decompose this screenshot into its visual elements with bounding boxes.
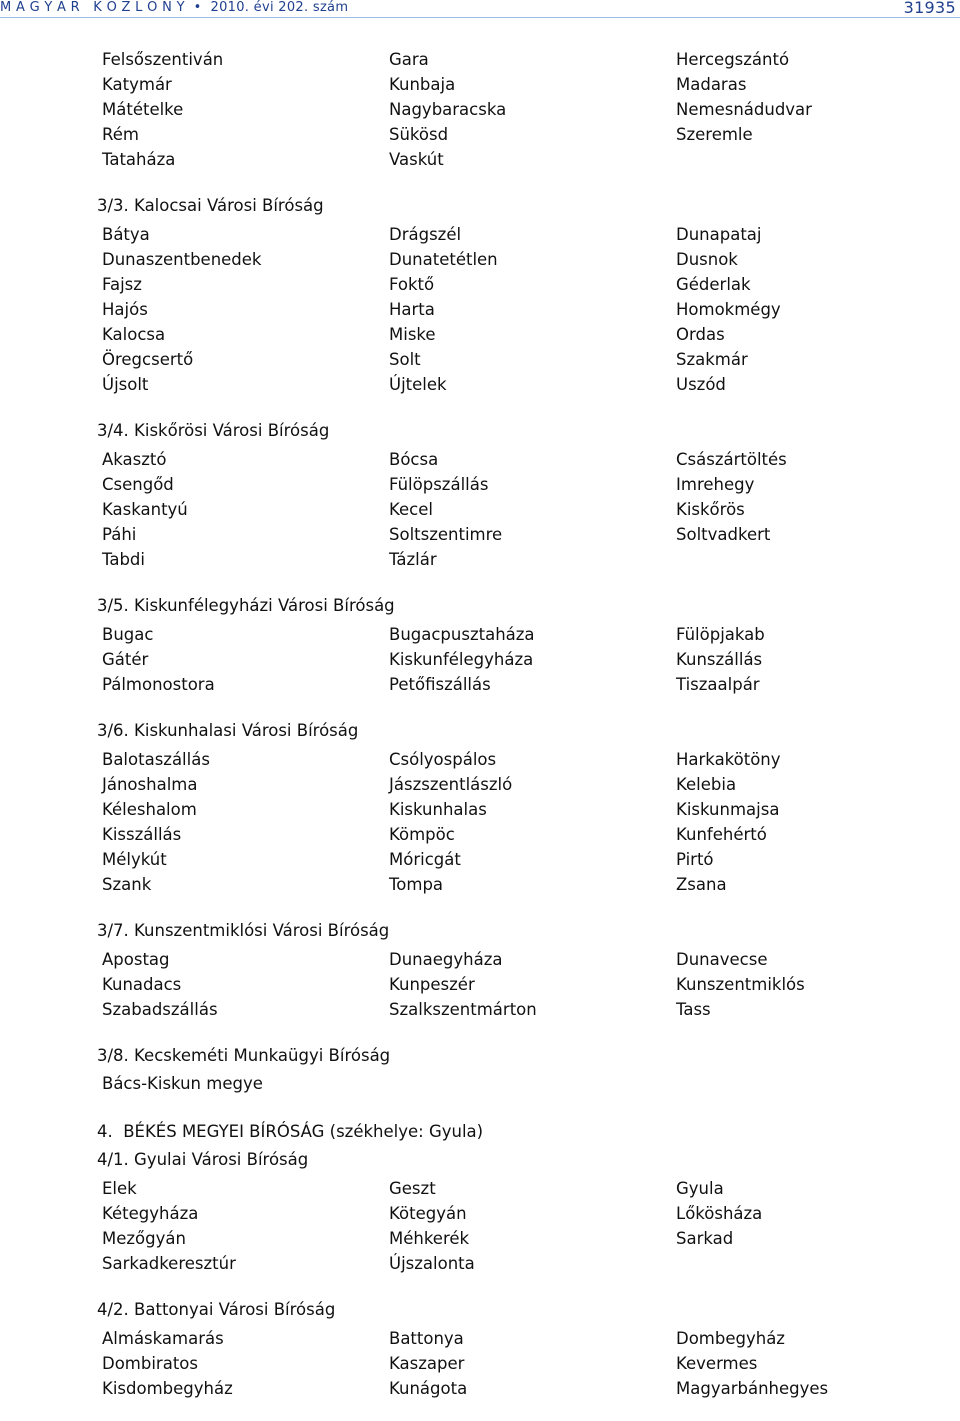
- settlement-name: Jászszentlászló: [389, 775, 513, 794]
- section-heading: 3/7. Kunszentmiklósi Városi Bíróság: [97, 921, 390, 940]
- settlement-name: Kaskantyú: [102, 500, 188, 519]
- settlement-name: Sükösd: [389, 125, 449, 144]
- settlement-name: [676, 147, 956, 172]
- settlement-name: Kunfehértó: [676, 825, 767, 844]
- settlement-grid: [102, 47, 960, 172]
- section-gap: [0, 172, 960, 192]
- settlement-name: Tompa: [389, 875, 444, 894]
- settlement-name: Kéleshalom: [102, 800, 197, 819]
- settlement-name: Újtelek: [389, 375, 447, 394]
- section-gap: [0, 397, 960, 417]
- section-gap: [0, 697, 960, 717]
- settlement-name: Kaszaper: [389, 1354, 465, 1373]
- settlement-grid: [102, 1176, 960, 1276]
- settlement-name: Akasztó: [102, 450, 167, 469]
- settlement-name: Bugacpusztaháza: [389, 625, 535, 644]
- settlement-name: Sarkadkeresztúr: [102, 1254, 236, 1273]
- settlement-name: Pálmonostora: [102, 675, 215, 694]
- settlement-grid: [102, 1326, 960, 1401]
- section-gap: [0, 1276, 960, 1296]
- settlement-name: Géderlak: [676, 275, 751, 294]
- settlement-name: Soltvadkert: [676, 525, 771, 544]
- settlement-name: Tázlár: [389, 550, 437, 569]
- settlement-name: Tataháza: [102, 150, 176, 169]
- settlement-name: Tiszaalpár: [676, 675, 760, 694]
- settlement-name: Méhkerék: [389, 1229, 470, 1248]
- settlement-name: Öregcsertő: [102, 350, 194, 369]
- running-head-title: M A G Y A R K Ö Z L Ö N Y • 2010. évi 202. szám: [0, 0, 349, 15]
- settlement-name: Balotaszállás: [102, 750, 210, 769]
- settlement-name: Kunpeszér: [389, 975, 475, 994]
- settlement-name: Csengőd: [102, 475, 174, 494]
- section-heading: 3/3. Kalocsai Városi Bíróság: [97, 196, 324, 215]
- settlement-name: Dunatetétlen: [389, 250, 498, 269]
- settlement-name: Miske: [389, 325, 436, 344]
- settlement-name: Tass: [676, 1000, 711, 1019]
- section-gap: [0, 1401, 960, 1421]
- settlement-name: Tabdi: [102, 550, 145, 569]
- settlement-name: Szakmár: [676, 350, 748, 369]
- settlement-name: Szank: [102, 875, 152, 894]
- settlement-name: Kunadacs: [102, 975, 182, 994]
- settlement-name: Kunágota: [389, 1379, 468, 1398]
- settlement-name: Kötegyán: [389, 1204, 467, 1223]
- settlement-name: Gátér: [102, 650, 149, 669]
- settlement-name: Kisdombegyház: [102, 1379, 233, 1398]
- settlement-name: Geszt: [389, 1179, 436, 1198]
- settlement-name: Kecel: [389, 500, 433, 519]
- settlement-name: Kétegyháza: [102, 1204, 199, 1223]
- settlement-name: Petőfiszállás: [389, 675, 491, 694]
- settlement-name: [676, 1251, 956, 1276]
- settlement-name: Kelebia: [676, 775, 737, 794]
- settlement-name: Kevermes: [676, 1354, 758, 1373]
- settlement-name: Kunszentmiklós: [676, 975, 805, 994]
- section-gap: [0, 897, 960, 917]
- settlement-name: [676, 547, 956, 572]
- section-heading: 4/2. Battonyai Városi Bíróság: [97, 1300, 336, 1319]
- section-heading: 4/1. Gyulai Városi Bíróság: [97, 1150, 309, 1169]
- settlement-name: Szalkszentmárton: [389, 1000, 537, 1019]
- settlement-name: Bugac: [102, 625, 154, 644]
- settlement-name: Zsana: [676, 875, 727, 894]
- settlement-name: Imrehegy: [676, 475, 755, 494]
- section-gap: [0, 572, 960, 592]
- settlement-name: Dombegyház: [676, 1329, 785, 1348]
- settlement-name: Harta: [389, 300, 435, 319]
- settlement-name: Dunaszentbenedek: [102, 250, 262, 269]
- settlement-name: Kalocsa: [102, 325, 166, 344]
- settlement-name: Mezőgyán: [102, 1229, 186, 1248]
- settlement-name: Magyarbánhegyes: [676, 1379, 829, 1398]
- settlement-name: Szabadszállás: [102, 1000, 218, 1019]
- settlement-name: Felsőszentiván: [102, 50, 224, 69]
- section-heading: 3/8. Kecskeméti Munkaügyi Bíróság: [97, 1046, 391, 1065]
- section-heading: 3/6. Kiskunhalasi Városi Bíróság: [97, 721, 359, 740]
- settlement-grid: [102, 747, 960, 897]
- settlement-name: Pirtó: [676, 850, 714, 869]
- settlement-name: Apostag: [102, 950, 170, 969]
- settlement-name: Fülöpjakab: [676, 625, 765, 644]
- settlement-name: Kisszállás: [102, 825, 182, 844]
- settlement-name: Kunszállás: [676, 650, 763, 669]
- settlement-name: Fülöpszállás: [389, 475, 489, 494]
- settlement-name: Csólyospálos: [389, 750, 497, 769]
- settlement-name: Bátya: [102, 225, 150, 244]
- settlement-name: Kiskunmajsa: [676, 800, 780, 819]
- settlement-grid: [102, 622, 960, 697]
- settlement-name: Jánoshalma: [102, 775, 198, 794]
- settlement-name: Rém: [102, 125, 139, 144]
- settlement-name: Nemesnádudvar: [676, 100, 812, 119]
- settlement-name: Gyula: [676, 1179, 724, 1198]
- settlement-name: Újszalonta: [389, 1254, 475, 1273]
- page-number: 31935: [903, 0, 956, 17]
- settlement-name: Dunaegyháza: [389, 950, 503, 969]
- settlement-name: Lőkösháza: [676, 1204, 763, 1223]
- section-gap: [0, 1022, 960, 1042]
- settlement-name: Kunbaja: [389, 75, 456, 94]
- settlement-name: Kiskunhalas: [389, 800, 487, 819]
- settlement-name: Sarkad: [676, 1229, 734, 1248]
- section-heading: 3/5. Kiskunfélegyházi Városi Bíróság: [97, 596, 395, 615]
- settlement-name: Hajós: [102, 300, 148, 319]
- settlement-name: Dunapataj: [676, 225, 762, 244]
- page-body: [0, 45, 960, 1421]
- section-heading: 3/4. Kiskőrösi Városi Bíróság: [97, 421, 330, 440]
- settlement-name: Kiskunfélegyháza: [389, 650, 534, 669]
- settlement-name: Solt: [389, 350, 421, 369]
- jurisdiction-text: Bács-Kiskun megye: [102, 1074, 263, 1093]
- settlement-name: Dunavecse: [676, 950, 768, 969]
- settlement-name: Katymár: [102, 75, 172, 94]
- county-heading: 4. BÉKÉS MEGYEI BÍRÓSÁG (székhelye: Gyula): [97, 1122, 484, 1141]
- settlement-name: Dusnok: [676, 250, 738, 269]
- settlement-name: Mátételke: [102, 100, 184, 119]
- settlement-name: Móricgát: [389, 850, 461, 869]
- settlement-grid: [102, 447, 960, 572]
- settlement-name: Dombiratos: [102, 1354, 198, 1373]
- settlement-name: Almáskamarás: [102, 1329, 224, 1348]
- settlement-name: Hercegszántó: [676, 50, 790, 69]
- settlement-name: Mélykút: [102, 850, 167, 869]
- settlement-name: Vaskút: [389, 150, 444, 169]
- settlement-grid: [102, 947, 960, 1022]
- settlement-name: Uszód: [676, 375, 726, 394]
- settlement-name: Császártöltés: [676, 450, 787, 469]
- settlement-name: Madaras: [676, 75, 747, 94]
- settlement-name: Páhi: [102, 525, 137, 544]
- settlement-name: Gara: [389, 50, 429, 69]
- settlement-name: Nagybaracska: [389, 100, 507, 119]
- settlement-name: Fajsz: [102, 275, 142, 294]
- settlement-name: Újsolt: [102, 375, 149, 394]
- settlement-grid: [102, 222, 960, 397]
- settlement-name: Soltszentimre: [389, 525, 503, 544]
- settlement-name: Homokmégy: [676, 300, 781, 319]
- settlement-name: Ordas: [676, 325, 725, 344]
- settlement-name: Battonya: [389, 1329, 464, 1348]
- section-gap: [0, 1098, 960, 1118]
- running-head: [0, 0, 960, 18]
- settlement-name: Kiskőrös: [676, 500, 745, 519]
- header-rule: [0, 17, 960, 18]
- settlement-name: Bócsa: [389, 450, 439, 469]
- settlement-name: Harkakötöny: [676, 750, 781, 769]
- settlement-name: Foktő: [389, 275, 435, 294]
- settlement-name: Elek: [102, 1179, 137, 1198]
- settlement-name: Drágszél: [389, 225, 462, 244]
- settlement-name: Szeremle: [676, 125, 753, 144]
- settlement-name: Kömpöc: [389, 825, 455, 844]
